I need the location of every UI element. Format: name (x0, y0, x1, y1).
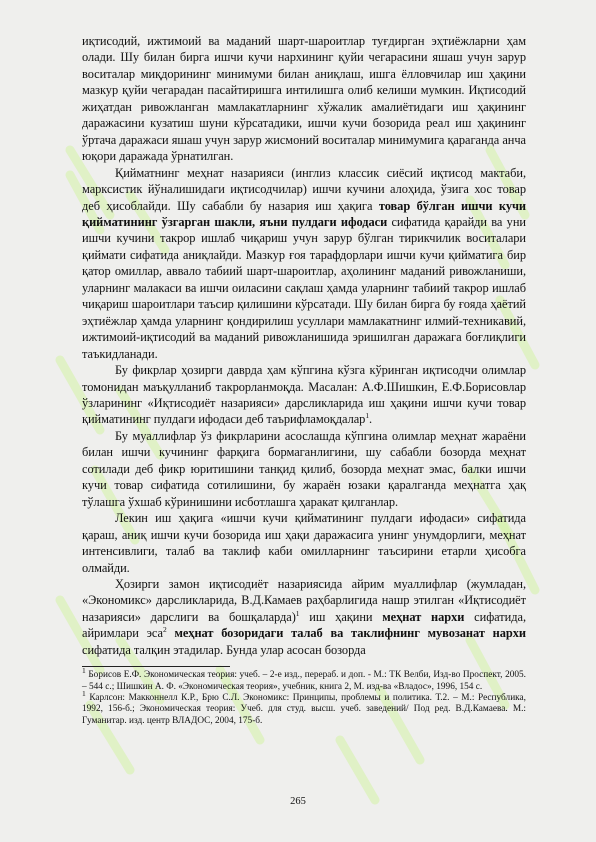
text-run: сифатида талқин этадилар. Бунда улар асосан бозорда (82, 642, 366, 657)
bold-phrase: меҳнат бозоридаги талаб ва таклифнинг мувозанат нархи (174, 626, 526, 641)
text-run: сифатида, айримлари эса (82, 609, 527, 641)
paragraph (82, 165, 526, 362)
footnote-text: Карлсон: Макконнелл К.Р., Брю С.Л. Экономикс: Принципы, проблемы и политика. Т.2. – М.: Республика, 1992, 156-б.; Экономическая теория: Учеб. для студ. высш. учеб. заведений/ Под ред. В.Д.Камаева. М.: Гуманитар. изд. центр ВЛАДОС, 2004, 175-б. (82, 693, 526, 726)
page-number: 265 (290, 796, 306, 807)
text-run: Лекин иш ҳақига «ишчи кучи қийматининг пулдаги ифодаси» сифатида қараш, аниқ ишчи кучи бозорида иш ҳақи даражасига унинг унумдорлиги, меҳнат интенсивлиги, талаб ва таклиф каби омилларнинг таъсирини етарли ҳисобга олмайди. (82, 511, 526, 575)
footnote (82, 688, 526, 727)
paragraph (82, 576, 526, 658)
bold-phrase: меҳнат нархи (382, 609, 465, 624)
text-run: Қийматнинг меҳнат назарияси (инглиз классик сиёсий иқтисод мактаби, марксистик йўналишидаги иқтисодчилар) ишчи кучини алоҳида, ўзига хос товар деб ҳисоблайди. Шу сабабли бу назария иш ҳақига (82, 165, 526, 213)
footnote-separator (82, 666, 230, 667)
text-run: иш ҳақини (299, 609, 383, 624)
paragraph (82, 510, 526, 576)
footnote (82, 666, 526, 693)
bold-phrase: товар бўлган ишчи кучи қийматининг ўзгарган шакли, яъни пулдаги ифодаси (82, 198, 526, 229)
body-text (82, 33, 526, 658)
paragraph (82, 362, 526, 428)
footnote-mark: 1 (82, 666, 86, 676)
text-run: Бу муаллифлар ўз фикрларини асослашда кўпгина олимлар меҳнат жараёни билан ишчи кучининг фарқига бормаганлигини, шу сабабли бозорда меҳнат сотилади деб фикр юритишини танқид қилиб, бозорда меҳнат эмас, балки ишчи кучи товар сифатида сотилишини, бу жараён юзаки қаралганда меҳнатга ҳақ тўлашга ўхшаб кўринишини исботлашга ҳаракат қилганлар. (82, 428, 526, 509)
text-run: сифатида қарайди ва уни ишчи кучини такрор ишлаб чиқариш учун зарур бўлган тирикчилик воситалари қиймати сифатида аниқлайди. Мазкур ғоя тарафдорлари ишчи кучи қийматига бир қатор омиллар, аввало табиий шарт-шароитлар, аҳолининг маданий ривожланиши, уларнинг малакаси ва ишчи оиласини сақлаш ҳамда уларнинг табиий такрор ишлаб чиқариш шароитлари таъсир қилишини кўрсатади. Шу билан бирга бу ғояда ҳаётий эҳтиёжлар ҳамда уларнинг қондирилиш усуллари мамлакатнинг илмий-техникавий, ижтимоий-иқтисодий ва маданий ривожланишида эришилган даражага боғлиқлиги таъкидланади. (82, 214, 526, 361)
page-body (82, 33, 526, 727)
footnote-mark: 1 (82, 688, 86, 698)
text-run: Бу фикрлар ҳозирги даврда ҳам кўпгина кўзга кўринган иқтисодчи олимлар томонидан маъқулланиб такрорланмоқда. Масалан: А.Ф.Шишкин, Е.Ф.Борисовлар ўзларининг «Иқтисодиёт назарияси» дарсликларида иш ҳақини ишчи кучи товар қийматининг пулдаги ифодаси деб таърифламоқдалар (82, 363, 526, 427)
paragraph (82, 428, 526, 510)
paragraph (82, 33, 526, 165)
footnote-ref: 1 (295, 608, 300, 618)
watermark-stroke (340, 740, 375, 800)
footnote-ref: 1 (365, 411, 370, 421)
footnote-ref: 2 (162, 625, 167, 635)
text-run: . (369, 412, 373, 427)
footnote-text: Борисов Е.Ф. Экономическая теория: учеб. – 2-е изд., перераб. и доп. - М.: ТК Велби, Изд-во Проспект, 2005. – 544 с.; Шишкин А. Ф. «Экономическая теория», учебник, книга 2, М. изд-ва «Владос», 1996, 154 с. (82, 670, 526, 692)
footnotes (82, 666, 526, 727)
text-run: Ҳозирги замон иқтисодиёт назариясида айрим муаллифлар (жумладан, «Экономикс» дарсликларида, В.Д.Камаев раҳбарлигида нашр этилган «Иқтисодиёт назарияси» дарслиги ва бошқаларда) (82, 576, 526, 624)
text-run: иқтисодий, ижтимоий ва маданий шарт-шароитлар туғдирган эҳтиёжларни ҳам олади. Шу билан бирга ишчи кучи нархининг қуйи чегарасини яшаш учун зарур воситалар миқдорининг минимуми билан аниқлаш, ишга ёлловчилар иш ҳақини мазкур қуйи чегарадан пасайтиришга интилишга олиб келиши мумкин. Иқтисодий жиҳатдан ривожланган мамлакатларнинг хўжалик амалиётидаги иш ҳақининг даражасини кузатиш шуни кўрсатадики, ишчи кучи бозорида реал иш ҳақининг ўртача даражаси яшаш учун зарур жисмоний воситалар минимумига қараганда анча юқори даражада ўрнатилган. (82, 34, 526, 164)
